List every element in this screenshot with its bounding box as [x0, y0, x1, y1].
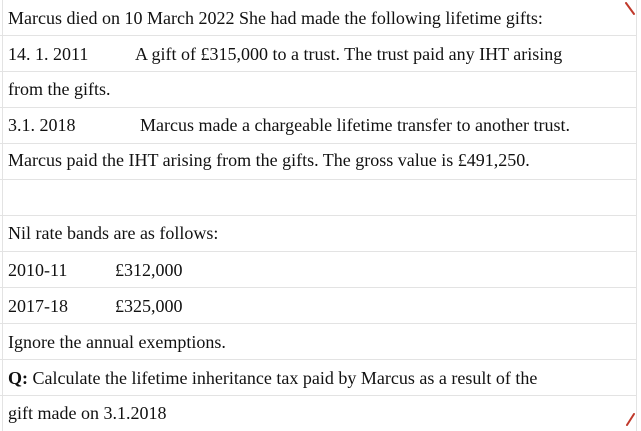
- question-continuation: gift made on 3.1.2018: [8, 403, 167, 423]
- question-line: [8, 367, 537, 389]
- ignore-note: Ignore the annual exemptions.: [8, 332, 226, 352]
- row-nrb1: [0, 252, 636, 288]
- row-gift2-cont: [0, 144, 636, 180]
- gift1-description: A gift of £315,000 to a trust. The trust paid any IHT arising: [135, 44, 563, 64]
- nrb-heading: Nil rate bands are as follows:: [8, 223, 219, 243]
- nrb2-value: £325,000: [115, 296, 183, 316]
- gift2-date: 3.1. 2018: [8, 115, 76, 135]
- row-nrb-heading: [0, 216, 636, 252]
- gift1-date: 14. 1. 2011: [8, 44, 89, 64]
- row-ignore: [0, 324, 636, 360]
- intro-text: Marcus died on 10 March 2022 She had made the following lifetime gifts:: [8, 8, 543, 28]
- row-intro: [0, 0, 636, 36]
- question-label: Q:: [8, 368, 28, 388]
- grid-line-right: [636, 0, 637, 431]
- gift2-description: Marcus made a chargeable lifetime transfer to another trust.: [140, 115, 570, 135]
- question-text: Calculate the lifetime inheritance tax paid by Marcus as a result of the: [32, 368, 538, 388]
- gift1-continuation: from the gifts.: [8, 79, 111, 99]
- correction-mark-bottom: [624, 412, 636, 426]
- row-question-cont: [0, 396, 636, 431]
- row-nrb2: [0, 288, 636, 324]
- nrb1-value: £312,000: [115, 260, 183, 280]
- row-gift1-cont: [0, 72, 636, 108]
- nrb1-year: 2010-11: [8, 260, 68, 280]
- row-gift2: [0, 108, 636, 144]
- row-gift1: [0, 36, 636, 72]
- gift2-continuation: Marcus paid the IHT arising from the gifts. The gross value is £491,250.: [8, 150, 530, 170]
- nrb2-year: 2017-18: [8, 296, 68, 316]
- row-blank: [0, 180, 636, 216]
- row-question: [0, 360, 636, 396]
